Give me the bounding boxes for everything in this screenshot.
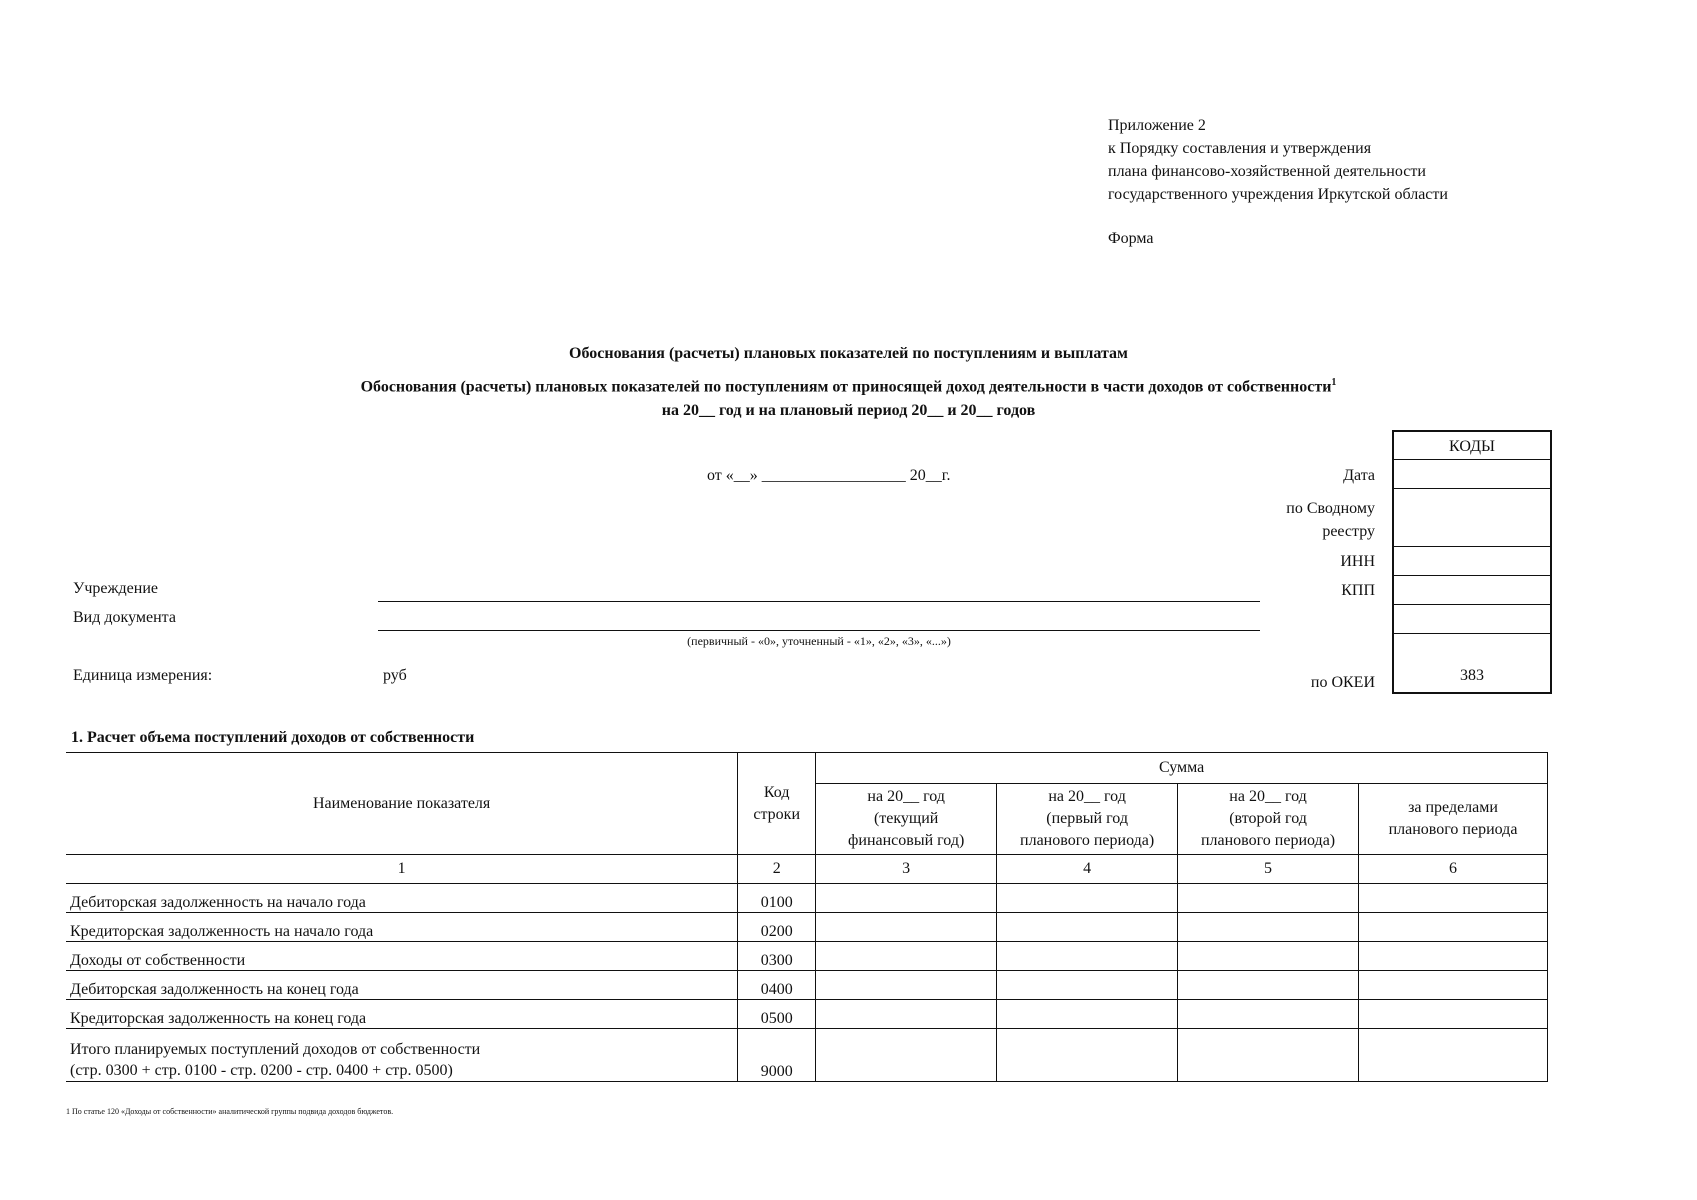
table-row (66, 971, 1548, 1000)
cell (1178, 913, 1359, 942)
row-code: 0500 (738, 1000, 816, 1029)
appendix-line: государственного учреждения Иркутской области (1108, 186, 1448, 203)
label-kpp: КПП (1341, 582, 1375, 599)
h5-1: на 20__ год (1229, 788, 1307, 805)
label-inn: ИНН (1340, 553, 1375, 570)
h5-3: планового периода) (1200, 832, 1336, 849)
colnum-3: 3 (816, 855, 997, 884)
h4-3: планового периода) (1020, 832, 1155, 849)
code-kpp (1394, 576, 1550, 605)
footnote: 1 По статье 120 «Доходы от собственности» аналитической группы подвида доходов бюджетов. (66, 1107, 394, 1116)
institution-line (378, 601, 1260, 602)
row-name: Дебиторская задолженность на конец года (66, 971, 738, 1000)
code-okei: 383 (1460, 667, 1484, 684)
cell (816, 971, 997, 1000)
header-code (738, 753, 816, 855)
cell (1359, 942, 1548, 971)
appendix-line: Приложение 2 (1108, 117, 1206, 134)
cell (816, 913, 997, 942)
cell (1178, 1000, 1359, 1029)
income-table (66, 752, 1548, 1082)
cell (1359, 1029, 1548, 1082)
unit-value: руб (383, 667, 407, 684)
row-code: 0400 (738, 971, 816, 1000)
appendix-line: к Порядку составления и утверждения (1108, 140, 1372, 157)
header-sum: Сумма (816, 753, 1548, 784)
cell (997, 884, 1178, 913)
h3-2: (текущий (873, 810, 939, 827)
codes-box (1392, 430, 1552, 694)
h6-2: планового периода (1388, 821, 1518, 838)
header-col3 (816, 784, 997, 855)
date-line: от «__» __________________ 20__г. (707, 467, 951, 484)
row-code: 0300 (738, 942, 816, 971)
label-okei: по ОКЕИ (1310, 674, 1375, 691)
label-registry-2: реестру (1322, 523, 1375, 540)
h3-3: финансовый год) (848, 832, 965, 849)
h3-1: на 20__ год (867, 788, 945, 805)
cell (1178, 942, 1359, 971)
label-registry-1: по Сводному (1286, 500, 1375, 517)
total-code: 9000 (738, 1029, 816, 1082)
title-period: на 20__ год и на плановый период 20__ и 20__ годов (661, 402, 1036, 419)
header-col6 (1359, 784, 1548, 855)
cell (1178, 1029, 1359, 1082)
appendix-line: плана финансово-хозяйственной деятельности (1108, 163, 1426, 180)
title-sub (0, 377, 1697, 396)
total-name (66, 1029, 738, 1082)
form-label: Форма (1108, 230, 1154, 247)
title-main: Обоснования (расчеты) плановых показателей по поступлениям и выплатам (569, 345, 1128, 362)
h5-2: (второй год (1229, 810, 1307, 827)
cell (1178, 884, 1359, 913)
h4-2: (первый год (1046, 810, 1128, 827)
cell (997, 913, 1178, 942)
h6-1: за пределами (1408, 799, 1498, 816)
row-name: Кредиторская задолженность на конец года (66, 1000, 738, 1029)
total-name-1: Итого планируемых поступлений доходов от собственности (70, 1041, 481, 1058)
cell (1359, 971, 1548, 1000)
cell (997, 1000, 1178, 1029)
cell (1178, 971, 1359, 1000)
header-name: Наименование показателя (66, 753, 738, 855)
code-inn (1394, 547, 1550, 576)
cell (816, 1029, 997, 1082)
section-title: 1. Расчет объема поступлений доходов от собственности (71, 729, 475, 746)
label-date: Дата (1343, 467, 1375, 484)
row-name: Кредиторская задолженность на начало года (66, 913, 738, 942)
table-row (66, 913, 1548, 942)
unit-label: Единица измерения: (73, 667, 213, 684)
h4-1: на 20__ год (1048, 788, 1126, 805)
institution-label: Учреждение (73, 580, 158, 597)
colnum-1: 1 (66, 855, 738, 884)
footnote-mark: 1 (1331, 377, 1337, 388)
codes-header: КОДЫ (1394, 432, 1550, 460)
colnum-4: 4 (997, 855, 1178, 884)
colnum-6: 6 (1359, 855, 1548, 884)
header-code-2: строки (753, 805, 800, 823)
codes-labels (1200, 467, 1375, 692)
cell (1359, 1000, 1548, 1029)
cell (997, 971, 1178, 1000)
row-code: 0200 (738, 913, 816, 942)
total-name-2: (стр. 0300 + стр. 0100 - стр. 0200 - стр. 0400 + стр. 0500) (70, 1062, 453, 1079)
table-row (66, 942, 1548, 971)
title-sub-text: Обоснования (расчеты) плановых показателей по поступлениям от приносящей доход деятельности в части доходов от собственности (360, 378, 1332, 396)
colnum-2: 2 (738, 855, 816, 884)
cell (997, 1029, 1178, 1082)
row-name: Доходы от собственности (66, 942, 738, 971)
table-row (66, 1000, 1548, 1029)
doc-type-hint: (первичный - «0», уточненный - «1», «2», «3», «...») (687, 634, 951, 648)
code-registry (1394, 489, 1550, 547)
code-date (1394, 460, 1550, 489)
appendix-block (1108, 114, 1448, 206)
cell (816, 942, 997, 971)
row-name: Дебиторская задолженность на начало года (66, 884, 738, 913)
doc-type-label: Вид документа (73, 609, 176, 626)
cell (816, 884, 997, 913)
code-empty (1394, 605, 1550, 634)
colnum-5: 5 (1178, 855, 1359, 884)
header-col5 (1178, 784, 1359, 855)
row-code: 0100 (738, 884, 816, 913)
table-row (66, 884, 1548, 913)
doc-type-line (378, 630, 1260, 631)
cell (816, 1000, 997, 1029)
cell (1359, 913, 1548, 942)
table-row-total (66, 1029, 1548, 1082)
cell (1359, 884, 1548, 913)
header-col4 (997, 784, 1178, 855)
header-code-1: Код (763, 783, 790, 801)
cell (997, 942, 1178, 971)
